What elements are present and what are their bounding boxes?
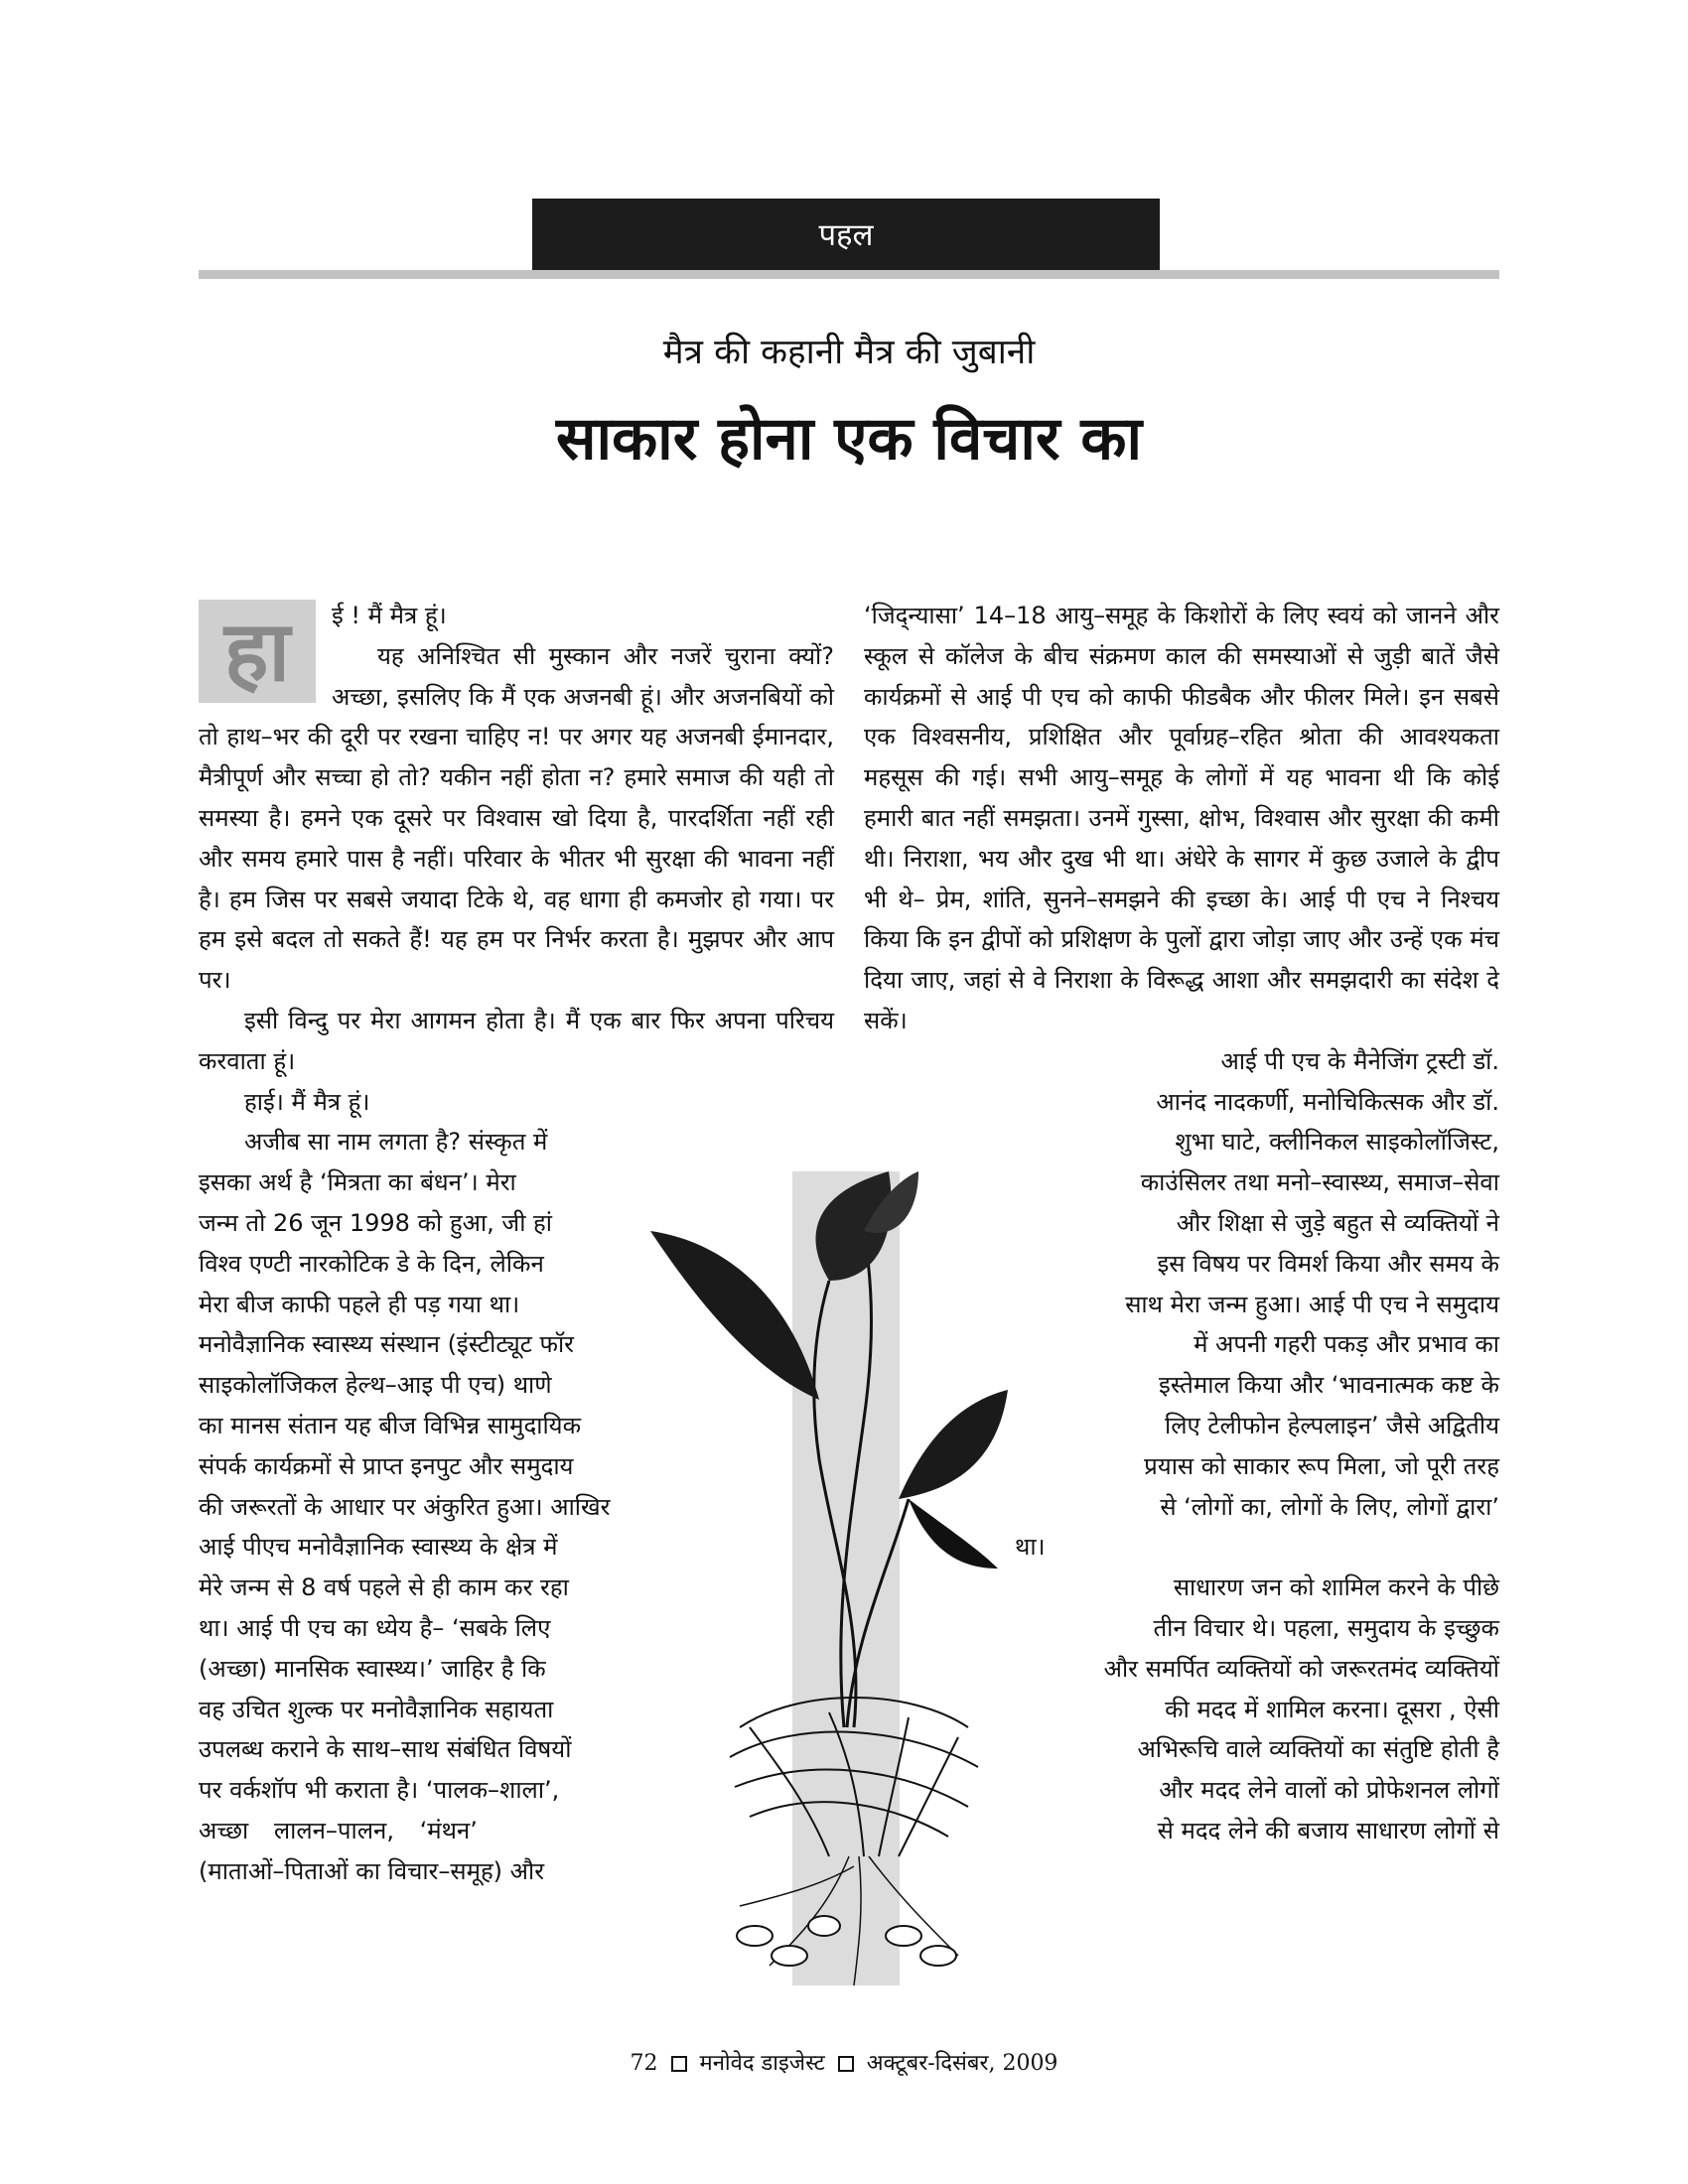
text-line: (माताओं–पिताओं का विचार–समूह) और bbox=[199, 1856, 545, 1885]
text-line: की जरूरतों के आधार पर अंकुरित हुआ। आखिर bbox=[199, 1492, 611, 1521]
text-line: साधारण जन को शामिल करने के पीछे bbox=[1173, 1573, 1499, 1602]
paragraph: ई ! मैं मैत्र हूं। bbox=[332, 602, 447, 629]
text-line: अच्छा लालन–पालन, ‘मंथन’ bbox=[199, 1816, 478, 1844]
paragraph: इसी विन्दु पर मेरा आगमन होता है। मैं एक बार फिर अपना परिचय करवाता हूं। bbox=[199, 1006, 834, 1075]
text-line: मेरा बीज काफी पहले ही पड़ गया था। bbox=[199, 1290, 520, 1318]
text-line: काउंसिलर तथा मनो–स्वास्थ्य, समाज–सेवा bbox=[1140, 1168, 1499, 1197]
separator-square-icon bbox=[838, 2056, 854, 2072]
text-line: आनंद नादकर्णी, मनोचिकित्सक और डॉ. bbox=[1156, 1087, 1499, 1116]
text-line: और शिक्षा से जुड़े बहुत से व्यक्तियों ने bbox=[1176, 1208, 1499, 1237]
header-rule bbox=[199, 270, 1499, 279]
issue-date: अक्टूबर-दिसंबर, 2009 bbox=[866, 2051, 1058, 2076]
text-line: साइकोलॉजिकल हेल्थ–आइ पी एच) थाणे bbox=[199, 1371, 552, 1400]
text-line: इस्तेमाल किया और ‘भावनात्मक कष्ट के bbox=[1159, 1371, 1499, 1400]
text-line: वह उचित शुल्क पर मनोवैज्ञानिक सहायता bbox=[199, 1695, 554, 1723]
page-number: 72 bbox=[630, 2051, 658, 2076]
section-label: पहल bbox=[532, 199, 1160, 270]
text-line: मेरे जन्म से 8 वर्ष पहले से ही काम कर रहा bbox=[199, 1573, 569, 1602]
text-line: लिए टेलीफोन हेल्पलाइन’ जैसे अद्वितीय bbox=[1165, 1411, 1499, 1439]
article-title: साकार होना एक विचार का bbox=[555, 404, 1142, 474]
text-line: विश्व एण्टी नारकोटिक डे के दिन, लेकिन bbox=[199, 1249, 544, 1278]
text-line: मनोवैज्ञानिक स्वास्थ्य संस्थान (इंस्टीट्यूट फॉर bbox=[199, 1330, 574, 1359]
text-line: से मदद लेने की बजाय साधारण लोगों से bbox=[1157, 1816, 1499, 1844]
text-line: था। आई पी एच का ध्येय है– ‘सबके लिए bbox=[199, 1613, 551, 1642]
leaf-icon bbox=[909, 1499, 998, 1569]
text-line: पर वर्कशॉप भी कराता है। ‘पालक–शाला’, bbox=[199, 1776, 560, 1805]
text-line: इसका अर्थ है ‘मित्रता का बंधन’। मेरा bbox=[199, 1168, 516, 1197]
sprouting-plant-illustration bbox=[650, 1171, 1018, 1995]
text-line: साथ मेरा जन्म हुआ। आई पी एच ने समुदाय bbox=[1125, 1290, 1499, 1318]
text-line: अजीब सा नाम लगता है? संस्कृत में bbox=[244, 1128, 548, 1157]
text-line: और मदद लेने वालों को प्रोफेशनल लोगों bbox=[1159, 1776, 1499, 1805]
article-subtitle: मैत्र की कहानी मैत्र की जुबानी bbox=[662, 333, 1036, 372]
text-line: आई पीएच मनोवैज्ञानिक स्वास्थ्य के क्षेत्र में bbox=[199, 1533, 558, 1562]
text-line: था। bbox=[1015, 1533, 1046, 1562]
text-line: आई पी एच के मैनेजिंग ट्रस्टी डॉ. bbox=[1220, 1046, 1499, 1075]
text-line: का मानस संतान यह बीज विभिन्न सामुदायिक bbox=[199, 1411, 582, 1439]
text-line: इस विषय पर विमर्श किया और समय के bbox=[1157, 1249, 1499, 1278]
magazine-name: मनोवेद डाइजेस्ट bbox=[699, 2051, 825, 2076]
leaf-icon bbox=[899, 1390, 1008, 1499]
text-line: जन्म तो 26 जून 1998 को हुआ, जी हां bbox=[199, 1208, 552, 1237]
text-line: अभिरूचि वाले व्यक्तियों का संतुष्टि होती है bbox=[1137, 1735, 1499, 1764]
separator-square-icon bbox=[671, 2056, 687, 2072]
text-line: में अपनी गहरी पकड़ और प्रभाव का bbox=[1194, 1330, 1499, 1359]
text-line: शुभा घाटे, क्लीनिकल साइकोलॉजिस्ट, bbox=[1175, 1128, 1499, 1157]
paragraph: यह अनिश्चित सी मुस्कान और नजरें चुराना क्यों? अच्छा, इसलिए कि मैं एक अजनबी हूं। और अजनबियों को तो हाथ–भर की दूरी पर रखना चाहिए न! पर अगर यह अजनबी ईमानदार, मैत्रीपूर्ण और सच्चा हो तो? यकीन नहीं होता न? हमारे समाज की यही तो समस्या है। हमने एक दूसरे पर विश्वास खो दिया है, पारदर्शिता नहीं रही और समय हमारे पास है नहीं। परिवार के भीतर भी सुरक्षा की भावना नहीं है। हम जिस पर सबसे जयादा टिके थे, वह धागा ही कमजोर हो गया। पर हम इसे बदल तो सकते हैं! यह हम पर निर्भर करता है। मुझपर और आप पर। bbox=[199, 641, 834, 995]
text-line: तीन विचार थे। पहला, समुदाय के इच्छुक bbox=[1153, 1613, 1499, 1642]
paragraph: हाई। मैं मैत्र हूं। bbox=[244, 1087, 370, 1116]
text-line: उपलब्ध कराने के साथ–साथ संबंधित विषयों bbox=[199, 1735, 572, 1764]
text-line: और समर्पित व्यक्तियों को जरूरतमंद व्यक्तियों bbox=[1103, 1654, 1499, 1683]
text-line: संपर्क कार्यक्रमों से प्राप्त इनपुट और समुदाय bbox=[199, 1451, 574, 1480]
text-line: प्रयास को साकार रूप मिला, जो पूरी तरह bbox=[1144, 1451, 1499, 1480]
text-line: (अच्छा) मानसिक स्वास्थ्य।’ जाहिर है कि bbox=[199, 1654, 546, 1683]
drop-cap: हा bbox=[199, 600, 316, 703]
text-line: की मदद में शामिल करना। दूसरा , ऐसी bbox=[1165, 1695, 1499, 1723]
text-line: से ‘लोगों का, लोगों के लिए, लोगों द्वारा’ bbox=[1160, 1492, 1499, 1521]
paragraph: ‘जिद्न्यासा’ 14–18 आयु–समूह के किशोरों के लिए स्वयं को जानने और स्कूल से कॉलेज के बीच संक्रमण काल की समस्याओं से जुड़ी बातें जैसे कार्यक्रमों से आई पी एच को काफी फीडबैक और फीलर मिले। इन सबसे एक विश्वसनीय, प्रशिक्षित और पूर्वाग्रह–रहित श्रोता की आवश्यकता महसूस की गई। सभी आयु–समूह के लोगों में यह भावना थी कि कोई हमारी बात नहीं समझता। उनमें गुस्सा, क्षोभ, विश्वास और सुरक्षा की कमी थी। निराशा, भय और दुख भी था। अंधेरे के सागर में कुछ उजाले के द्वीप भी थे– प्रेम, शांति, सुनने–समझने की इच्छा के। आई पी एच ने निश्चय किया कि इन द्वीपों को प्रशिक्षण के पुलों द्वारा जोड़ा जाए और उन्हें एक मंच दिया जाए, जहां से वे निराशा के विरूद्ध आशा और समझदारी का संदेश दे सकें। bbox=[864, 602, 1499, 1034]
page-footer bbox=[0, 2047, 1688, 2077]
